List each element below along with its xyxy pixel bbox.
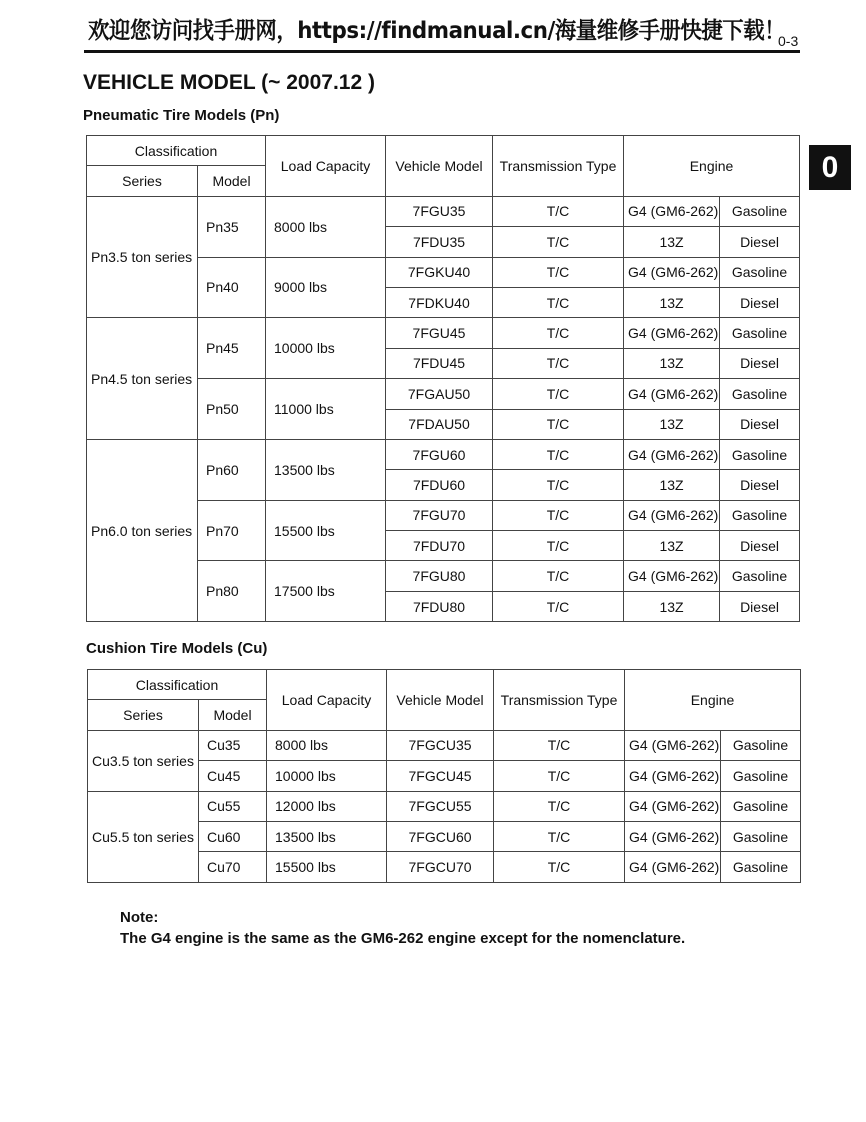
header-row xyxy=(87,136,800,166)
model-header: Model xyxy=(199,700,267,730)
series-cell: Cu3.5 ton series xyxy=(88,730,199,791)
transmission-cell: T/C xyxy=(493,257,624,287)
vehicle-model-cell: 7FDU60 xyxy=(386,470,493,500)
engine-model-cell: 13Z xyxy=(624,591,720,621)
fuel-type-cell: Diesel xyxy=(720,287,800,317)
engine-model-cell: G4 (GM6-262) xyxy=(625,852,721,882)
table-row xyxy=(87,318,800,348)
vehicle-model-cell: 7FDU70 xyxy=(386,531,493,561)
load-capacity-cell: 15500 lbs xyxy=(267,852,387,882)
transmission-cell: T/C xyxy=(493,348,624,378)
vehicle-model-cell: 7FGU60 xyxy=(386,439,493,469)
vehicle-model-cell: 7FGCU45 xyxy=(387,761,494,791)
table-row xyxy=(88,791,801,821)
engine-model-cell: 13Z xyxy=(624,348,720,378)
classification-header: Classification xyxy=(88,670,267,700)
transmission-cell: T/C xyxy=(493,409,624,439)
transmission-cell: T/C xyxy=(493,500,624,530)
engine-model-cell: G4 (GM6-262) xyxy=(625,730,721,760)
series-header: Series xyxy=(88,700,199,730)
series-header: Series xyxy=(87,166,198,196)
fuel-type-cell: Diesel xyxy=(720,409,800,439)
model-cell: Cu55 xyxy=(199,791,267,821)
vehicle-model-cell: 7FDAU50 xyxy=(386,409,493,439)
engine-model-cell: G4 (GM6-262) xyxy=(624,196,720,226)
engine-model-cell: 13Z xyxy=(624,287,720,317)
table-row xyxy=(87,439,800,469)
model-cell: Pn70 xyxy=(198,500,266,561)
fuel-type-cell: Gasoline xyxy=(721,852,801,882)
vehicle-model-cell: 7FGU45 xyxy=(386,318,493,348)
cushion-heading: Cushion Tire Models (Cu) xyxy=(86,640,268,657)
transmission-type-header: Transmission Type xyxy=(494,670,625,731)
series-cell: Pn4.5 ton series xyxy=(87,318,198,440)
engine-model-cell: G4 (GM6-262) xyxy=(624,500,720,530)
fuel-type-cell: Gasoline xyxy=(720,379,800,409)
model-cell: Pn45 xyxy=(198,318,266,379)
table-row xyxy=(87,196,800,226)
load-capacity-cell: 17500 lbs xyxy=(266,561,386,622)
table-row xyxy=(88,730,801,760)
model-header: Model xyxy=(198,166,266,196)
vehicle-model-cell: 7FGU35 xyxy=(386,196,493,226)
transmission-cell: T/C xyxy=(493,379,624,409)
fuel-type-cell: Gasoline xyxy=(721,791,801,821)
engine-header: Engine xyxy=(625,670,801,731)
transmission-type-header: Transmission Type xyxy=(493,136,624,197)
note-label: Note: xyxy=(120,909,159,926)
fuel-type-cell: Gasoline xyxy=(721,821,801,851)
engine-model-cell: G4 (GM6-262) xyxy=(625,821,721,851)
model-cell: Pn50 xyxy=(198,379,266,440)
vehicle-model-cell: 7FGKU40 xyxy=(386,257,493,287)
fuel-type-cell: Diesel xyxy=(720,470,800,500)
transmission-cell: T/C xyxy=(493,287,624,317)
model-cell: Pn35 xyxy=(198,196,266,257)
engine-model-cell: G4 (GM6-262) xyxy=(624,318,720,348)
fuel-type-cell: Gasoline xyxy=(721,761,801,791)
engine-model-cell: G4 (GM6-262) xyxy=(624,439,720,469)
transmission-cell: T/C xyxy=(493,318,624,348)
series-cell: Cu5.5 ton series xyxy=(88,791,199,882)
vehicle-model-cell: 7FGU80 xyxy=(386,561,493,591)
vehicle-model-cell: 7FDKU40 xyxy=(386,287,493,317)
transmission-cell: T/C xyxy=(494,730,625,760)
fuel-type-cell: Gasoline xyxy=(720,257,800,287)
site-banner: 欢迎您访问找手册网，https://findmanual.cn/海量维修手册快捷下载！ xyxy=(88,18,786,44)
vehicle-model-cell: 7FDU80 xyxy=(386,591,493,621)
engine-model-cell: G4 (GM6-262) xyxy=(624,561,720,591)
engine-model-cell: G4 (GM6-262) xyxy=(624,257,720,287)
transmission-cell: T/C xyxy=(493,439,624,469)
engine-model-cell: 13Z xyxy=(624,470,720,500)
transmission-cell: T/C xyxy=(493,196,624,226)
load-capacity-cell: 11000 lbs xyxy=(266,379,386,440)
fuel-type-cell: Gasoline xyxy=(721,730,801,760)
series-cell: Pn6.0 ton series xyxy=(87,439,198,621)
fuel-type-cell: Gasoline xyxy=(720,561,800,591)
transmission-cell: T/C xyxy=(494,761,625,791)
vehicle-model-cell: 7FGCU35 xyxy=(387,730,494,760)
transmission-cell: T/C xyxy=(493,531,624,561)
vehicle-model-cell: 7FDU35 xyxy=(386,227,493,257)
vehicle-model-cell: 7FGCU60 xyxy=(387,821,494,851)
vehicle-model-cell: 7FDU45 xyxy=(386,348,493,378)
engine-model-cell: 13Z xyxy=(624,409,720,439)
engine-model-cell: G4 (GM6-262) xyxy=(625,791,721,821)
pneumatic-table xyxy=(86,135,800,622)
engine-header: Engine xyxy=(624,136,800,197)
section-tab: 0 xyxy=(809,145,851,190)
vehicle-model-cell: 7FGAU50 xyxy=(386,379,493,409)
model-cell: Cu60 xyxy=(199,821,267,851)
transmission-cell: T/C xyxy=(494,791,625,821)
load-capacity-cell: 8000 lbs xyxy=(266,196,386,257)
fuel-type-cell: Gasoline xyxy=(720,318,800,348)
fuel-type-cell: Gasoline xyxy=(720,500,800,530)
model-cell: Pn60 xyxy=(198,439,266,500)
load-capacity-cell: 13500 lbs xyxy=(266,439,386,500)
transmission-cell: T/C xyxy=(493,470,624,500)
vehicle-model-cell: 7FGCU70 xyxy=(387,852,494,882)
header-rule xyxy=(84,50,800,53)
transmission-cell: T/C xyxy=(493,227,624,257)
vehicle-model-header: Vehicle Model xyxy=(386,136,493,197)
fuel-type-cell: Gasoline xyxy=(720,196,800,226)
engine-model-cell: 13Z xyxy=(624,227,720,257)
pneumatic-heading: Pneumatic Tire Models (Pn) xyxy=(83,107,280,124)
load-capacity-cell: 13500 lbs xyxy=(267,821,387,851)
model-cell: Pn80 xyxy=(198,561,266,622)
engine-model-cell: G4 (GM6-262) xyxy=(625,761,721,791)
fuel-type-cell: Diesel xyxy=(720,227,800,257)
header-row xyxy=(88,670,801,700)
model-cell: Cu35 xyxy=(199,730,267,760)
page-number: 0-3 xyxy=(778,33,799,49)
series-cell: Pn3.5 ton series xyxy=(87,196,198,318)
load-capacity-cell: 9000 lbs xyxy=(266,257,386,318)
vehicle-model-cell: 7FGU70 xyxy=(386,500,493,530)
transmission-cell: T/C xyxy=(493,561,624,591)
fuel-type-cell: Diesel xyxy=(720,591,800,621)
model-cell: Pn40 xyxy=(198,257,266,318)
fuel-type-cell: Diesel xyxy=(720,531,800,561)
load-capacity-header: Load Capacity xyxy=(267,670,387,731)
model-cell: Cu45 xyxy=(199,761,267,791)
fuel-type-cell: Diesel xyxy=(720,348,800,378)
load-capacity-cell: 8000 lbs xyxy=(267,730,387,760)
fuel-type-cell: Gasoline xyxy=(720,439,800,469)
load-capacity-cell: 10000 lbs xyxy=(266,318,386,379)
transmission-cell: T/C xyxy=(494,821,625,851)
transmission-cell: T/C xyxy=(493,591,624,621)
load-capacity-header: Load Capacity xyxy=(266,136,386,197)
load-capacity-cell: 12000 lbs xyxy=(267,791,387,821)
load-capacity-cell: 10000 lbs xyxy=(267,761,387,791)
engine-model-cell: 13Z xyxy=(624,531,720,561)
classification-header: Classification xyxy=(87,136,266,166)
vehicle-model-header: Vehicle Model xyxy=(387,670,494,731)
note-text: The G4 engine is the same as the GM6-262 engine except for the nomenclature. xyxy=(120,930,686,947)
cushion-table xyxy=(87,669,801,883)
note xyxy=(120,907,685,949)
load-capacity-cell: 15500 lbs xyxy=(266,500,386,561)
vehicle-model-cell: 7FGCU55 xyxy=(387,791,494,821)
engine-model-cell: G4 (GM6-262) xyxy=(624,379,720,409)
model-cell: Cu70 xyxy=(199,852,267,882)
page-title: VEHICLE MODEL (~ 2007.12 ) xyxy=(83,71,375,94)
transmission-cell: T/C xyxy=(494,852,625,882)
